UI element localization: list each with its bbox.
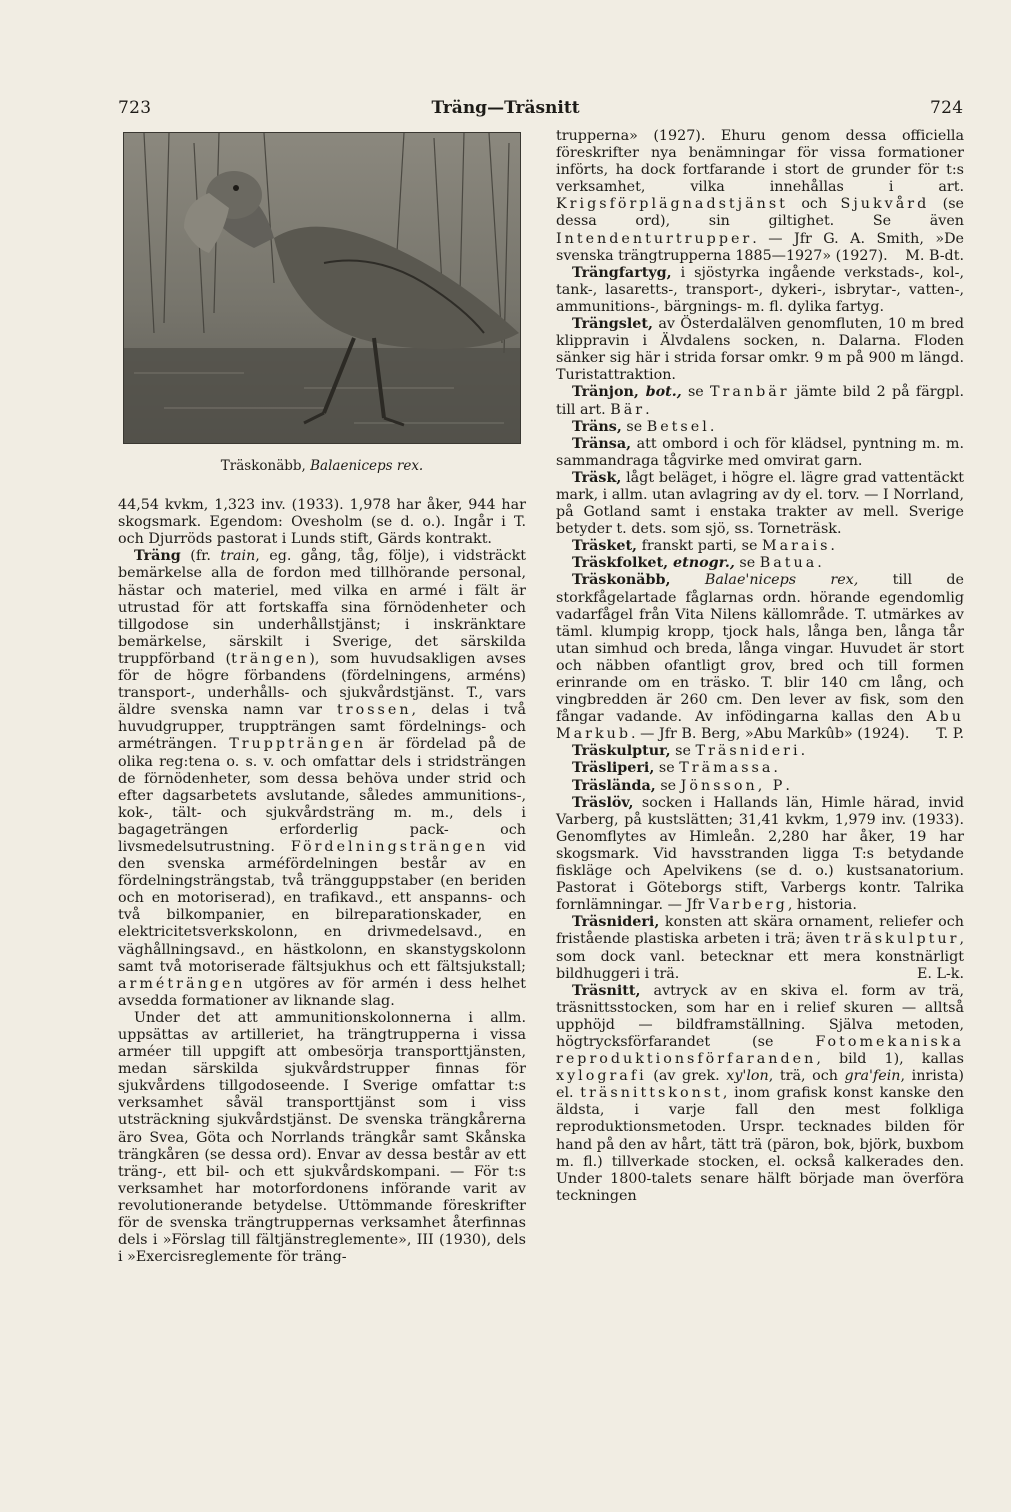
text: , trä, och bbox=[768, 1068, 845, 1085]
text: , historia. bbox=[787, 897, 857, 914]
text: se bbox=[681, 384, 711, 401]
entry-trasnideri bbox=[556, 914, 964, 982]
headword: Trängfartyg, bbox=[572, 264, 672, 281]
spaced-term: Abu Markub bbox=[556, 709, 964, 743]
headword: Tränsa, bbox=[572, 435, 632, 452]
text: . bbox=[645, 401, 650, 418]
entry-traskonabb bbox=[556, 572, 964, 743]
text: är fördelad på de olika reg:tena o. s. v. och omfattar dels i stridsträngen de förnödenheter, som dessa behöva under strid och efter dagsarbetets avslutande, således ammunitions-, kok-, tält- och sjukvårdsträng m. m., dels i bagageträngen erforderlig pack- och livsmedelsutrustning. bbox=[118, 736, 526, 855]
headword: Träns, bbox=[572, 418, 622, 435]
text: . bbox=[785, 777, 790, 794]
shoebill-illustration bbox=[123, 132, 521, 444]
spaced-term: xylografi bbox=[556, 1068, 647, 1085]
caption-latin-name: Balaeniceps rex. bbox=[310, 458, 424, 474]
left-column bbox=[118, 128, 526, 1266]
spaced-term: Fotomekaniska reproduktionsförfaranden bbox=[556, 1033, 964, 1068]
author-signature: E. L-k. bbox=[916, 965, 964, 982]
text: se bbox=[655, 777, 681, 794]
text: vid den svenska arméfördelningen består av en fördelningsträngstab, två trängguppstaber (en beriden och en motoriserad), en trafikavd., ett anspanns- och två bilkompanier, en bilreparationskader, en elektricitetsverkskolonn, en drivmedelsavd., en väghållningsavd., en hästkolonn, en skanstygskolonn samt två motoriserade fältsjukhus och ett fältsjukstall; bbox=[118, 838, 526, 975]
text: avtryck av en skiva el. form av trä, träsnittsstocken, som har en i relief skuren — alltså upphöjd — bildframställning. Själva metoden, högtrycksförfarandet (se bbox=[556, 982, 964, 1050]
author-signature: M. B-dt. bbox=[905, 247, 964, 264]
text: . — Jfr G. A. Smith, »De svenska trängtrupperna 1885—1927» (1927). bbox=[556, 230, 964, 264]
text: och bbox=[787, 196, 841, 213]
spaced-term: Varberg bbox=[708, 897, 788, 914]
spaced-term: Sjukvård bbox=[840, 196, 930, 213]
italic-term: xy'lon bbox=[726, 1068, 769, 1085]
headword: Träsnideri, bbox=[572, 914, 660, 931]
text: (fr. bbox=[180, 548, 221, 565]
right-column bbox=[556, 128, 964, 1205]
entry-trangfartyg bbox=[556, 265, 964, 316]
author-signature: T. P. bbox=[936, 726, 964, 743]
figure-caption bbox=[118, 458, 526, 475]
spaced-term: Marais bbox=[761, 538, 831, 555]
entry-traskfolket bbox=[556, 555, 964, 572]
spaced-term: Intendenturtrupper bbox=[556, 230, 753, 247]
text: utgöres av för armén i dess helhet avsedda formationer av liknande slag. bbox=[118, 975, 526, 1009]
entry-trasket bbox=[556, 538, 964, 555]
spaced-term: Träsnideri bbox=[695, 743, 801, 760]
spaced-term: Trämassa bbox=[679, 760, 774, 777]
headword: Träslända, bbox=[572, 777, 656, 794]
text: (av grek. bbox=[646, 1068, 727, 1085]
headword: Träsket, bbox=[572, 538, 638, 555]
paragraph-continued bbox=[556, 128, 964, 265]
spaced-term: trängen bbox=[231, 650, 310, 667]
text: , bild 1), kallas bbox=[816, 1051, 964, 1068]
text: , som dock vanl. betecknar ett mera konstnärligt bildhuggeri i trä. bbox=[556, 931, 964, 982]
paragraph: Under det att ammunitionskolonnerna i allm. uppsättas av artilleriet, ha trängtrupperna i vissa arméer till uppgift att ombesörja transporttjänsten, medan särskilda sjukvårdstrupper finnas för sjukvårdens tillgodoseende. I Sverige omfattar t:s verksamhet såväl transporttjänst som i viss utsträckning sjukvårdstjänst. De svenska trängkårerna äro Svea, Göta och Norrlands trängkår samt Skånska trängkåren (se dessa ord). Envar av dessa består av ett träng-, ett bil- och ett sjukvårdskompani. — För t:s verksamhet har motorfordonens införande varit av revolutionerande betydelse. Uttömmande föreskrifter för de svenska trängtruppernas verksamhet återfinnas dels i »Förslag till fältjänstreglemente», III (1930), dels i »Exercisreglemente för träng- bbox=[118, 1009, 526, 1266]
entry-transa bbox=[556, 436, 964, 470]
spaced-term: arméträngen bbox=[118, 975, 246, 992]
spaced-term: Batua bbox=[759, 555, 818, 572]
page-number-left: 723 bbox=[118, 98, 152, 118]
text: , inrista) el. bbox=[556, 1068, 964, 1102]
spaced-term: träskulptur bbox=[844, 931, 960, 948]
text: , delas i två huvudgrupper, truppträngen samt fördelnings- och arméträngen. bbox=[118, 702, 526, 753]
text: se bbox=[670, 743, 696, 760]
headword: Träskfolket, bbox=[572, 555, 669, 572]
text: . bbox=[830, 538, 835, 555]
text: till de storkfågelartade fåglarnas ordn. hörande egendomlig vadarfågel från Vita Nilens källområde. T. utmärkes av täml. klumpig kropp, tjock hals, långa ben, långa tår utan simhud och breda, långa vingar. Huvudet är stort och näbben ofantligt grov, bred och till formen erinrande om en träsko. T. blir 140 cm lång, och vingbredden är 260 cm. Den lever av fisk, som den fångar vadande. Av infödingarna kallas den bbox=[556, 572, 964, 726]
spaced-term: Bär bbox=[610, 401, 646, 418]
spaced-term: Truppträngen bbox=[229, 736, 367, 753]
entry-trasliperi bbox=[556, 760, 964, 777]
text: . bbox=[709, 418, 715, 435]
entry-traslanda bbox=[556, 778, 964, 795]
text: ), som huvudsakligen avses för de högre förbandens (fördelningens, arméns) transport-, underhålls- och sjukvårdstjänst. T., vars äldre svenska namn var bbox=[118, 650, 526, 719]
text: konsten att skära ornament, reliefer och fristående plastiska arbeten i trä; även bbox=[556, 914, 964, 948]
text: . bbox=[773, 760, 778, 777]
running-head: Träng—Träsnitt bbox=[431, 98, 580, 118]
headword: Träsk, bbox=[572, 469, 622, 486]
text: franskt parti, se bbox=[637, 538, 762, 555]
spaced-term: Krigsförplägnadstjänst bbox=[556, 196, 788, 213]
entry-trask bbox=[556, 470, 964, 538]
headword: Träslöv, bbox=[572, 794, 634, 811]
text: , eg. gång, tåg, följe), i vidsträckt bemärkelse alla de fordon med tillhörande personal, hästar och materiel, med vilka en armé i fält är utrustad för att fortskaffa sina förnödenheter och tillgodose sin underhållstjänst; i inskränktare bemärkelse, särskilt i Sverige, det särskilda truppförband ( bbox=[118, 548, 526, 667]
headword: Träsnitt, bbox=[572, 982, 641, 999]
text: se bbox=[734, 555, 760, 572]
entry-trangslet bbox=[556, 316, 964, 384]
headword: Träsliperi, bbox=[572, 760, 655, 777]
italic-term: bot., bbox=[638, 384, 682, 401]
spaced-term: Jönsson, P bbox=[680, 777, 786, 794]
text: . — Jfr B. Berg, »Abu Markûb» (1924). bbox=[631, 726, 910, 743]
text: , inom grafisk konst kanske den äldsta, i varje fall den mest folkliga reproduktionsmetoden. Urspr. tecknades bilden för hand på den av hårt, tätt trä (päron, bok, björk, buxbom m. fl.) tillverkade stocken, el. också kalkerades den. Under 1800-talets senare hälft började man överföra teckningen bbox=[556, 1085, 965, 1204]
entry-trang bbox=[118, 548, 526, 1010]
headword: Träskulptur, bbox=[572, 743, 671, 760]
headword: Träskonäbb, bbox=[572, 572, 671, 589]
text: . bbox=[800, 743, 806, 760]
page-number-right: 724 bbox=[930, 98, 964, 118]
spaced-term: trossen bbox=[337, 702, 412, 719]
italic-term: gra'fein bbox=[844, 1068, 901, 1085]
text: se bbox=[621, 418, 647, 435]
paragraph-continued: 44,54 kvkm, 1,323 inv. (1933). 1,978 har åker, 944 har skogsmark. Egendom: Ovesholm (se d. o.). Ingår i T. och Djurröds pastorat i Lunds stift, Gärds kontrakt. bbox=[118, 497, 526, 548]
text: se bbox=[654, 760, 680, 777]
spaced-term: Tranbär bbox=[710, 384, 790, 401]
text: att ombord i och för klädsel, pyntning m. m. sammandraga tågvirke med omvirat garn. bbox=[556, 435, 964, 469]
entry-tranjon bbox=[556, 384, 964, 418]
entry-trans bbox=[556, 419, 964, 436]
spaced-term: träsnittskonst bbox=[580, 1085, 723, 1102]
headword: Träng bbox=[134, 548, 181, 565]
spaced-term: Betsel bbox=[646, 418, 710, 435]
text: trupperna» (1927). Ehuru genom dessa officiella föreskrifter nya benämningar för vissa formationer införts, ha dock fortfarande i stort de grunder för t:s verksamhet, vilka innehållas i art. bbox=[556, 128, 964, 196]
text: (se dessa ord), sin giltighet. Se även bbox=[556, 196, 964, 230]
text: i sjöstyrka ingående verkstads-, kol-, tank-, lasaretts-, transport-, dykeri-, isbrytar-, vatten-, ammunitions-, bärgnings- m. fl. dylika fartyg. bbox=[556, 264, 964, 315]
spaced-term: Fördelningsträngen bbox=[290, 838, 489, 855]
text: lågt beläget, i högre el. lägre grad vattentäckt mark, i allm. utan avlagring av dy el. torv. — I Norrland, på Gotland samt i enstaka trakter av mell. Sverige betyder t. dets. som sjö, ss. Torneträsk. bbox=[556, 469, 965, 538]
italic-term: Balae'niceps rex, bbox=[670, 572, 859, 589]
entry-traskulptur bbox=[556, 743, 964, 760]
entry-trasnitt bbox=[556, 983, 964, 1205]
text: jämte bild 2 på färgpl. till art. bbox=[556, 384, 964, 418]
caption-name: Träskonäbb, bbox=[220, 458, 306, 474]
italic-term: etnogr., bbox=[668, 555, 735, 572]
headword: Trängslet, bbox=[572, 316, 653, 333]
text: . bbox=[817, 555, 822, 572]
headword: Tränjon, bbox=[572, 384, 639, 401]
text: socken i Hallands län, Himle härad, invid Varberg, på kustslätten; 31,41 kvkm, 1,979 inv. (1933). Genomflytes av Himleån. 2,280 har åker, 19 har skogsmark. Vid havsstranden ligga T:s betydande fiskläge och Apelvikens (se d. o.) kustsanatorium. Pastorat i Göteborgs stift, Varbergs kontr. Talrika fornlämningar. — Jfr bbox=[556, 794, 964, 914]
entry-traslov bbox=[556, 795, 964, 915]
italic-term: train bbox=[220, 548, 256, 565]
text: av Österdalälven genomfluten, 10 m bred klippravin i Älvdalens socken, n. Dalarna. Floden sänker sig här i strida forsar omkr. 9 m på 900 m längd. Turistattraktion. bbox=[556, 316, 964, 384]
